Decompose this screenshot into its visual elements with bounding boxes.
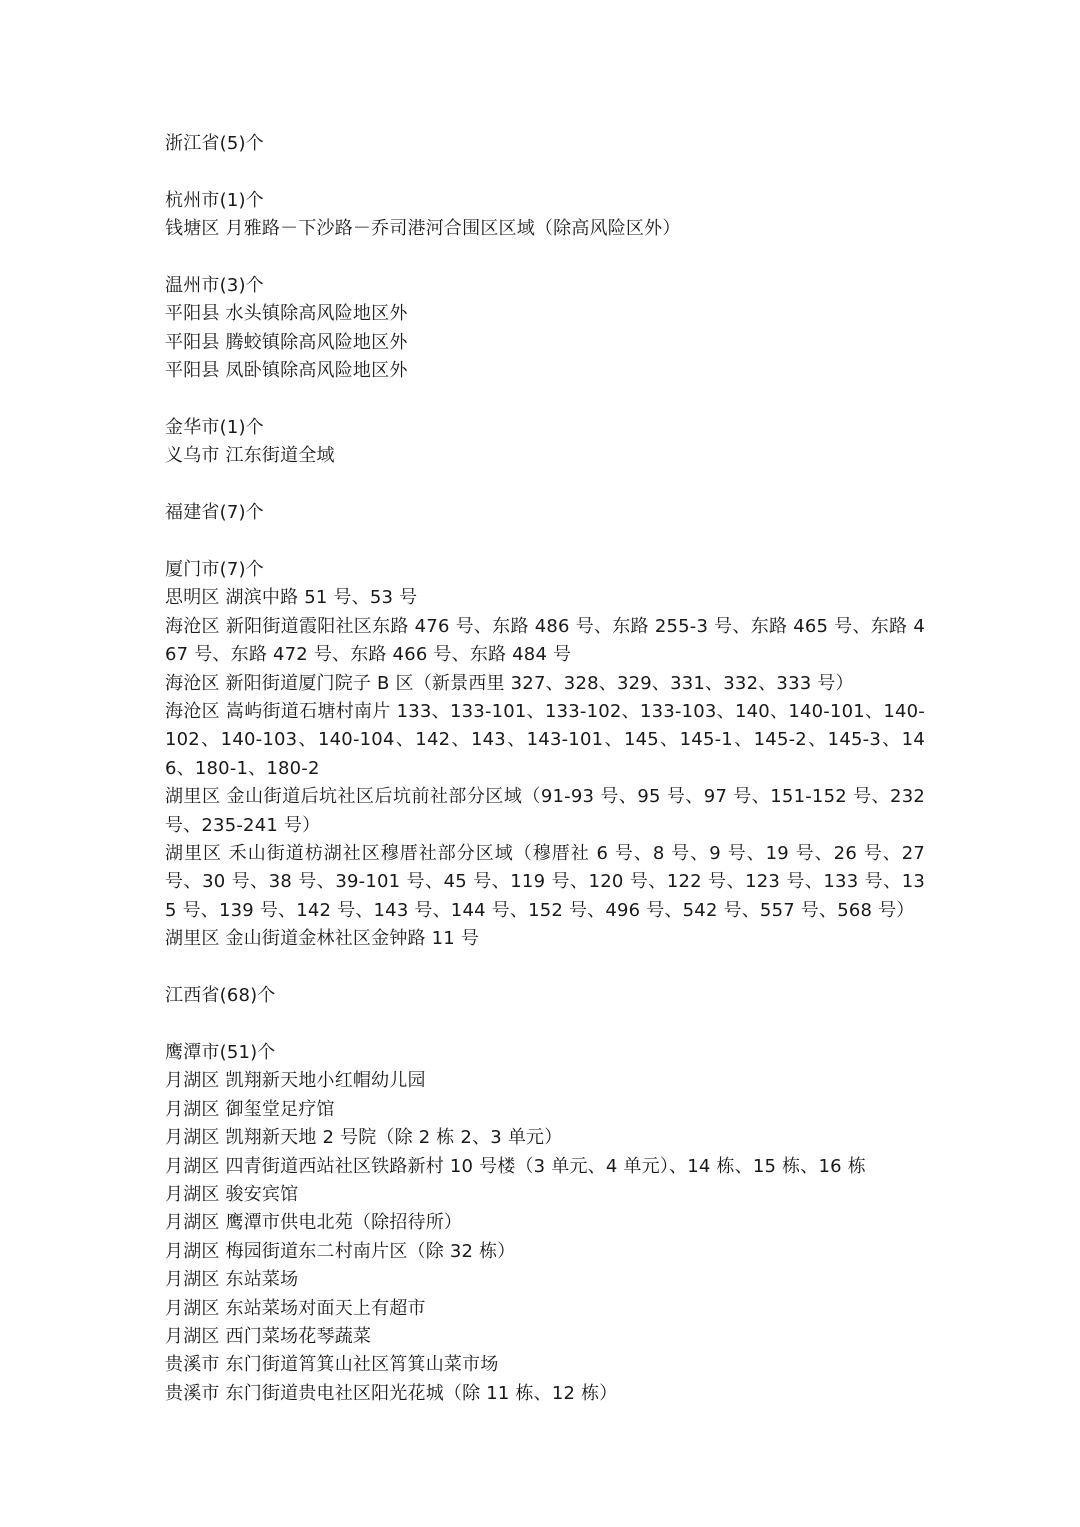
text-line: 厦门市(7)个 (165, 559, 264, 581)
text-line: 思明区 湖滨中路 51 号、53 号 (165, 587, 418, 609)
text-line: 月湖区 四青街道西站社区铁路新村 10 号楼（3 单元、4 单元）、14 栋、15 栋、16 栋 (165, 1155, 866, 1177)
text-line: 福建省(7)个 (165, 502, 264, 524)
text-line: 浙江省(5)个 (165, 133, 264, 154)
text-line: 平阳县 水头镇除高风险地区外 (165, 303, 408, 325)
blank-line (165, 386, 925, 414)
text-line: 湖里区 金山街道后坑社区后坑前社部分区域（91-93 号、95 号、97 号、151-152 号、232 号、235-241 号） (165, 786, 925, 836)
text-line: 平阳县 凤卧镇除高风险地区外 (165, 360, 408, 382)
blank-line (165, 158, 925, 186)
text-line: 平阳县 腾蛟镇除高风险地区外 (165, 331, 408, 353)
text-line: 月湖区 骏安宾馆 (165, 1183, 299, 1205)
blank-line (165, 471, 925, 499)
text-line: 月湖区 御玺堂足疗馆 (165, 1098, 335, 1120)
blank-line (165, 244, 925, 272)
text-line: 海沧区 新阳街道霞阳社区东路 476 号、东路 486 号、东路 255-3 号、东路 465 号、东路 467 号、东路 472 号、东路 466 号、东路 484 号 (165, 615, 925, 666)
text-line: 江西省(68)个 (165, 985, 276, 1007)
text-line: 杭州市(1)个 (165, 189, 264, 211)
text-line: 月湖区 梅园街道东二村南片区（除 32 栋） (165, 1240, 516, 1262)
text-line: 金华市(1)个 (165, 417, 264, 439)
blank-line (165, 1011, 925, 1039)
text-line: 温州市(3)个 (165, 275, 264, 296)
blank-line (165, 528, 925, 556)
text-line: 贵溪市 东门街道筲箕山社区筲箕山菜市场 (165, 1354, 499, 1376)
blank-line (165, 954, 925, 982)
text-line: 月湖区 凯翔新天地小红帽幼儿园 (165, 1070, 426, 1092)
text-line: 月湖区 东站菜场 (165, 1269, 299, 1291)
text-line: 贵溪市 东门街道贵电社区阳光花城（除 11 栋、12 栋） (165, 1382, 618, 1404)
text-line: 海沧区 新阳街道厦门院子 B 区（新景西里 327、328、329、331、332、333 号） (165, 672, 854, 694)
text-line: 湖里区 金山街道金林社区金钟路 11 号 (165, 928, 480, 950)
text-line: 鹰潭市(51)个 (165, 1041, 276, 1063)
text-line: 月湖区 东站菜场对面天上有超市 (165, 1297, 426, 1319)
text-line: 钱塘区 月雅路－下沙路－乔司港河合围区区域（除高风险区外） (165, 218, 681, 240)
text-line: 月湖区 西门菜场花琴蔬菜 (165, 1325, 372, 1347)
text-line: 海沧区 嵩屿街道石塘村南片 133、133-101、133-102、133-103、140、140-101、140-102、140-103、140-104、142、143、143-101、145、145-1、145-2、145-3、146、180-1、180-2 (165, 701, 925, 779)
text-line: 湖里区 禾山街道枋湖社区穆厝社部分区域（穆厝社 6 号、8 号、9 号、19 号、26 号、27 号、30 号、38 号、39-101 号、45 号、119 号、120 号、122 号、123 号、133 号、135 号、139 号、142 号、143 号、144 号、152 号、496 号、542 号、557 号、568 号） (165, 843, 925, 921)
text-line: 月湖区 凯翔新天地 2 号院（除 2 栋 2、3 单元） (165, 1127, 563, 1149)
text-line: 月湖区 鹰潭市供电北苑（除招待所） (165, 1212, 463, 1234)
text-line: 义乌市 江东街道全域 (165, 445, 335, 467)
document-body (165, 130, 925, 1408)
